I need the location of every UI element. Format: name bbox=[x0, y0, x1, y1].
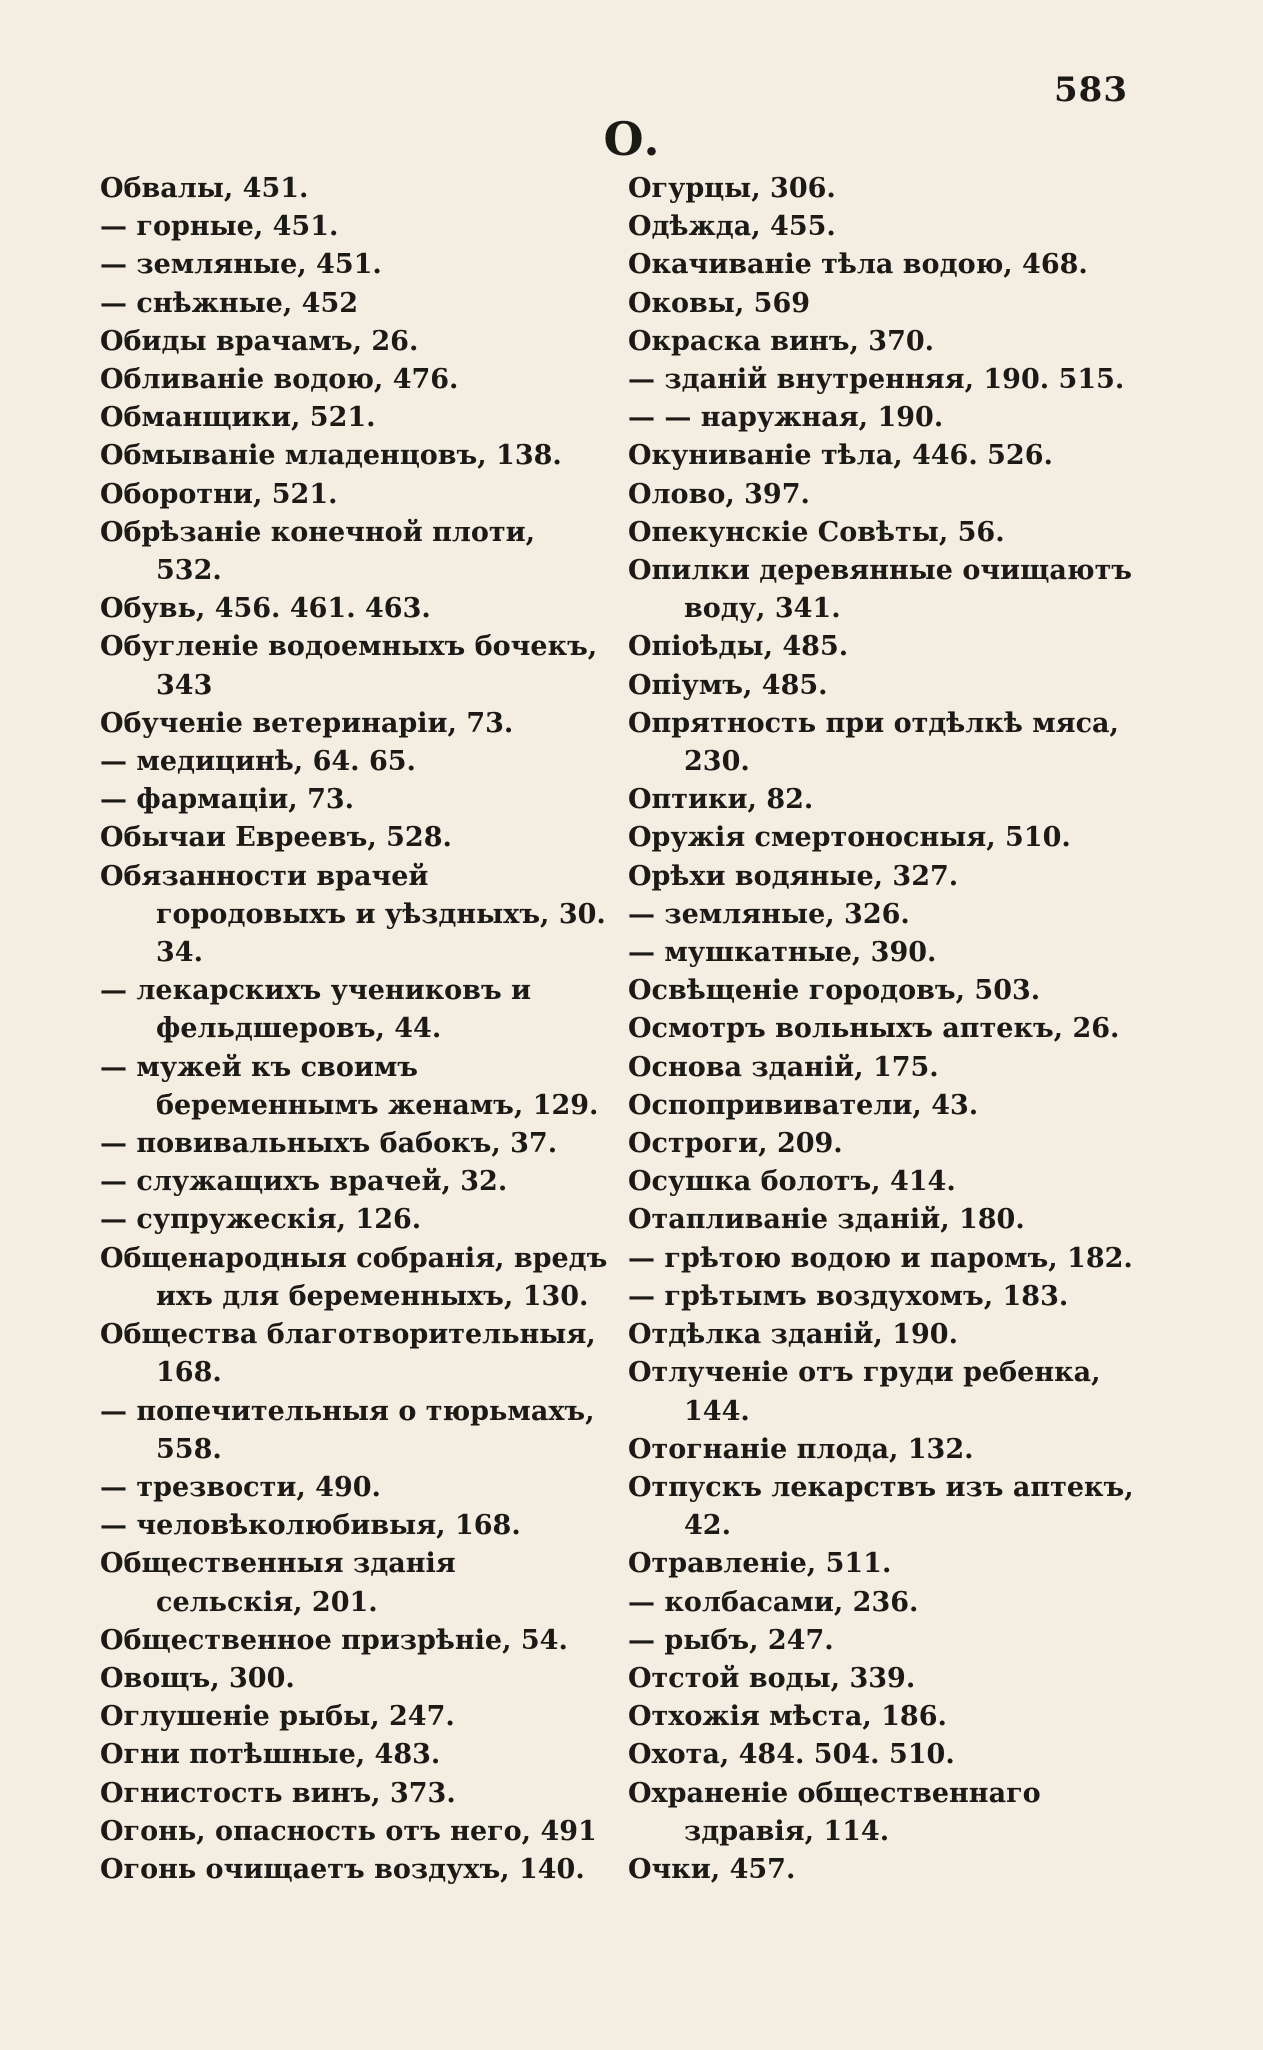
index-entry: Обугленіе водоемныхъ бочекъ, 343 bbox=[100, 631, 598, 701]
index-entry: — фармаціи, 73. bbox=[100, 784, 355, 816]
index-entry: Окачиваніе тѣла водою, 468. bbox=[628, 249, 1088, 281]
index-entry: Осмотръ вольныхъ аптекъ, 26. bbox=[628, 1013, 1120, 1045]
index-entry: Остроги, 209. bbox=[628, 1128, 843, 1160]
index-entry: Огонь очищаетъ воздухъ, 140. bbox=[100, 1853, 585, 1885]
index-entry: Обычаи Евреевъ, 528. bbox=[100, 822, 452, 854]
index-entry: — грѣтымъ воздухомъ, 183. bbox=[628, 1280, 1069, 1312]
index-entry: Оспопрививатели, 43. bbox=[628, 1089, 979, 1121]
index-entry: Опилки деревянные очищаютъ воду, 341. bbox=[628, 555, 1133, 625]
index-entry: Основа зданій, 175. bbox=[628, 1051, 939, 1083]
index-entry: Общества благотворительныя, 168. bbox=[100, 1319, 596, 1389]
index-entry: Отлученіе отъ груди ребенка, 144. bbox=[628, 1357, 1101, 1427]
index-entry: — супружескія, 126. bbox=[100, 1204, 422, 1236]
index-entry: Освѣщеніе городовъ, 503. bbox=[628, 975, 1041, 1007]
index-entry: Обрѣзаніе конечной плоти, 532. bbox=[100, 516, 536, 587]
index-entry: — попечительныя о тюрьмахъ, 558. bbox=[100, 1395, 595, 1465]
index-entry: Отпускъ лекарствъ изъ аптекъ, 42. bbox=[628, 1471, 1134, 1542]
index-entry: Одѣжда, 455. bbox=[628, 211, 836, 243]
index-entry: Очки, 457. bbox=[628, 1853, 796, 1885]
index-entry: — лекарскихъ учениковъ и фельдшеровъ, 44. bbox=[100, 975, 532, 1045]
index-entry: Общественное призрѣніе, 54. bbox=[100, 1624, 568, 1656]
index-entry: — грѣтою водою и паромъ, 182. bbox=[628, 1242, 1133, 1274]
index-entry: Огонь, опасность отъ него, 491 bbox=[100, 1815, 597, 1847]
index-entry: — трезвости, 490. bbox=[100, 1471, 381, 1503]
index-entry: Охраненіе общественнаго здравія, 114. bbox=[628, 1777, 1041, 1847]
index-column-left bbox=[100, 170, 610, 1889]
index-entry: Обученіе ветеринаріи, 73. bbox=[100, 707, 514, 739]
index-entry: Опіоѣды, 485. bbox=[628, 631, 849, 663]
index-entry: Обвалы, 451. bbox=[100, 173, 309, 204]
index-entry: Отхожія мѣста, 186. bbox=[628, 1701, 947, 1733]
index-entry: — — наружная, 190. bbox=[628, 402, 944, 434]
index-entry: Общественныя зданія сельскія, 201. bbox=[100, 1548, 456, 1618]
index-entry: Охота, 484. 504. 510. bbox=[628, 1739, 955, 1771]
index-entry: — человѣколюбивыя, 168. bbox=[100, 1510, 521, 1542]
index-entry: — зданій внутренняя, 190. 515. bbox=[628, 364, 1125, 396]
section-letter: О. bbox=[603, 112, 660, 166]
index-entry: Обманщики, 521. bbox=[100, 402, 376, 434]
index-entry: Оружія смертоносныя, 510. bbox=[628, 822, 1071, 854]
index-entry: Огурцы, 306. bbox=[628, 173, 836, 204]
index-entry: Обиды врачамъ, 26. bbox=[100, 325, 419, 357]
index-entry: — земляные, 326. bbox=[628, 898, 910, 930]
index-entry: Окраска винъ, 370. bbox=[628, 325, 935, 357]
index-entry: — рыбъ, 247. bbox=[628, 1624, 834, 1656]
index-entry: Опрятность при отдѣлкѣ мяса, 230. bbox=[628, 707, 1119, 778]
index-entry: Оглушеніе рыбы, 247. bbox=[100, 1701, 455, 1733]
index-entry: Отогнаніе плода, 132. bbox=[628, 1433, 974, 1465]
index-entry: Отравленіе, 511. bbox=[628, 1548, 892, 1580]
index-column-right bbox=[628, 170, 1148, 1889]
index-entry: Общенародныя собранія, вредъ ихъ для беременныхъ, 130. bbox=[100, 1242, 608, 1312]
index-entry: Окуниваніе тѣла, 446. 526. bbox=[628, 440, 1053, 472]
index-entry: — мужей къ своимъ беременнымъ женамъ, 129. bbox=[100, 1051, 599, 1121]
index-entry: Обязанности врачей городовыхъ и уѣздныхъ, 30. 34. bbox=[100, 860, 606, 969]
index-entry: Обмываніе младенцовъ, 138. bbox=[100, 440, 562, 472]
index-entry: Орѣхи водяные, 327. bbox=[628, 860, 959, 892]
index-entry: Обувь, 456. 461. 463. bbox=[100, 593, 431, 625]
index-entry: — земляные, 451. bbox=[100, 249, 382, 281]
index-entry: Опекунскіе Совѣты, 56. bbox=[628, 516, 1005, 548]
index-entry: — служащихъ врачей, 32. bbox=[100, 1166, 508, 1198]
index-entry: Опіумъ, 485. bbox=[628, 669, 828, 701]
index-entry: — повивальныхъ бабокъ, 37. bbox=[100, 1128, 558, 1160]
index-entry: Огнистость винъ, 373. bbox=[100, 1777, 456, 1809]
index-entry: — медицинѣ, 64. 65. bbox=[100, 746, 416, 778]
page-number: 583 bbox=[1054, 70, 1128, 110]
index-entry: Огни потѣшные, 483. bbox=[100, 1739, 441, 1771]
index-entry: Отстой воды, 339. bbox=[628, 1662, 916, 1694]
index-entry: Отдѣлка зданій, 190. bbox=[628, 1319, 958, 1351]
index-entry: Отапливаніе зданій, 180. bbox=[628, 1204, 1025, 1236]
index-entry: Овощъ, 300. bbox=[100, 1662, 295, 1694]
index-entry: Оборотни, 521. bbox=[100, 478, 338, 510]
index-entry: Олово, 397. bbox=[628, 478, 810, 510]
index-entry: — снѣжные, 452 bbox=[100, 287, 359, 319]
index-entry: — мушкатные, 390. bbox=[628, 937, 937, 969]
index-entry: Обливаніе водою, 476. bbox=[100, 364, 459, 396]
index-entry: — горные, 451. bbox=[100, 211, 339, 243]
index-entry: Оптики, 82. bbox=[628, 784, 814, 816]
index-entry: Осушка болотъ, 414. bbox=[628, 1166, 956, 1198]
index-entry: Оковы, 569 bbox=[628, 287, 811, 319]
index-entry: — колбасами, 236. bbox=[628, 1586, 919, 1618]
